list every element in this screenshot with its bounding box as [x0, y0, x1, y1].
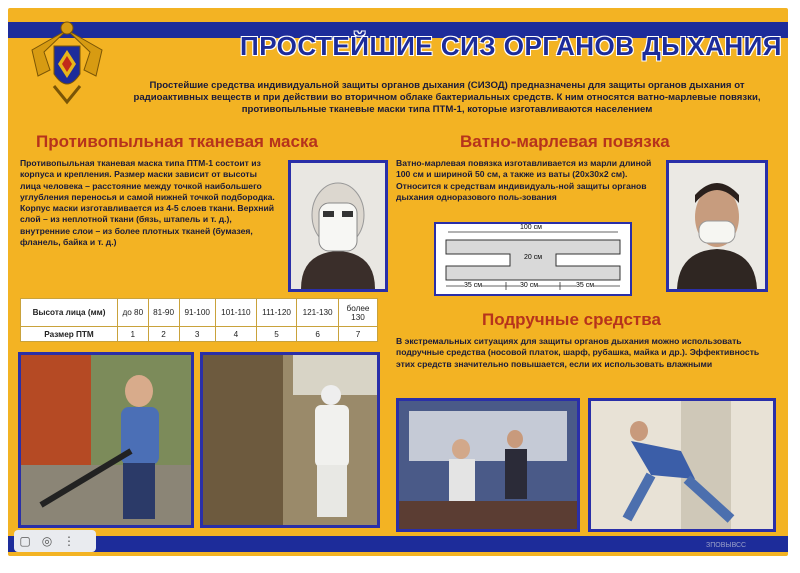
bandage-photo: [666, 160, 768, 292]
bookmark-icon[interactable]: ▢: [19, 534, 31, 548]
mask-description: Противопыльная тканевая маска типа ПТМ-1 состоит из корпуса и крепления. Размер маски зависит от высоты лица человека – расстояние между точкой наибольшего углубления переносья и самой нижней точкой подбородка. Корпус маски изготавливается из 4-5 слоев ткани. Верхний слой – из неплотной ткани (бязь, штапель и т. д.), внутренние слои – из более плотных тканей (бумазея, фланель, байка и т. д.): [20, 158, 275, 248]
table-cell: более 130: [339, 299, 378, 327]
table-cell: 101-110: [215, 299, 256, 327]
lens-icon[interactable]: ◎: [41, 534, 53, 548]
mask-photo: [288, 160, 388, 292]
table-cell: 111-120: [256, 299, 296, 327]
improvised-description: В экстремальных ситуациях для защиты органов дыхания можно использовать подручные средства (носовой платок, шарф, рубашка, майка и др.). Эффективность этих средств значительно повышается, если их использовать влажными: [396, 336, 760, 369]
mask-heading: Противопыльная тканевая маска: [36, 132, 318, 151]
bottom-blue-band: [8, 536, 788, 552]
table-cell: до 80: [118, 299, 149, 327]
table-row: [21, 327, 378, 342]
dim-a: 35 см: [464, 282, 483, 289]
table-cell: 6: [297, 327, 339, 342]
table-cell: 121-130: [297, 299, 339, 327]
photo-evacuating-man: [588, 398, 776, 532]
bandage-heading: Ватно-марлевая повязка: [460, 132, 670, 151]
table-cell: 3: [179, 327, 215, 342]
emercom-emblem-icon: [24, 16, 110, 108]
table-row: [21, 299, 378, 327]
table-cell: 7: [339, 327, 378, 342]
photo-bus-passengers: [396, 398, 580, 532]
dim-c: 35 см: [576, 282, 595, 289]
image-toolbar: [14, 530, 96, 552]
ptm-size-table: [20, 298, 378, 342]
bandage-diagram: [434, 222, 632, 296]
table-cell: 5: [256, 327, 296, 342]
watermark-text: ЗПОВЫВСС: [706, 542, 747, 549]
photo-factory-worker: [200, 352, 380, 528]
table-row-label: Высота лица (мм): [21, 299, 118, 327]
improvised-heading: Подручные средства: [482, 310, 661, 329]
dim-length: 100 см: [520, 224, 542, 231]
poster: [8, 8, 788, 556]
table-cell: 2: [148, 327, 179, 342]
table-cell: 1: [118, 327, 149, 342]
table-row-label: Размер ПТМ: [21, 327, 118, 342]
table-cell: 4: [215, 327, 256, 342]
intro-text: Простейшие средства индивидуальной защиты органов дыхания (СИЗОД) предназначены для защиты органов дыхания от радиоактивных веществ и при действии во вторичном облаке бактериальных средств. К ним относятся ватно-марлевые повязки, противопыльные тканевые маски типа ПТМ-1, которые изготавливаются населением: [133, 80, 761, 115]
page-title: ПРОСТЕЙШИЕ СИЗ ОРГАНОВ ДЫХАНИЯ: [240, 31, 782, 61]
table-cell: 81-90: [148, 299, 179, 327]
more-icon[interactable]: ⋮: [63, 534, 75, 548]
photo-fire-worker: [18, 352, 194, 528]
dim-b: 30 см: [520, 282, 539, 289]
dim-width: 20 см: [524, 254, 543, 261]
bandage-description: Ватно-марлевая повязка изготавливается из марли длиной 100 см и шириной 50 см, а также из ваты (20х30х2 см). Относится к средствам индивидуаль-ной защиты органов дыхания одноразового поль-зования: [396, 158, 652, 202]
table-cell: 91-100: [179, 299, 215, 327]
